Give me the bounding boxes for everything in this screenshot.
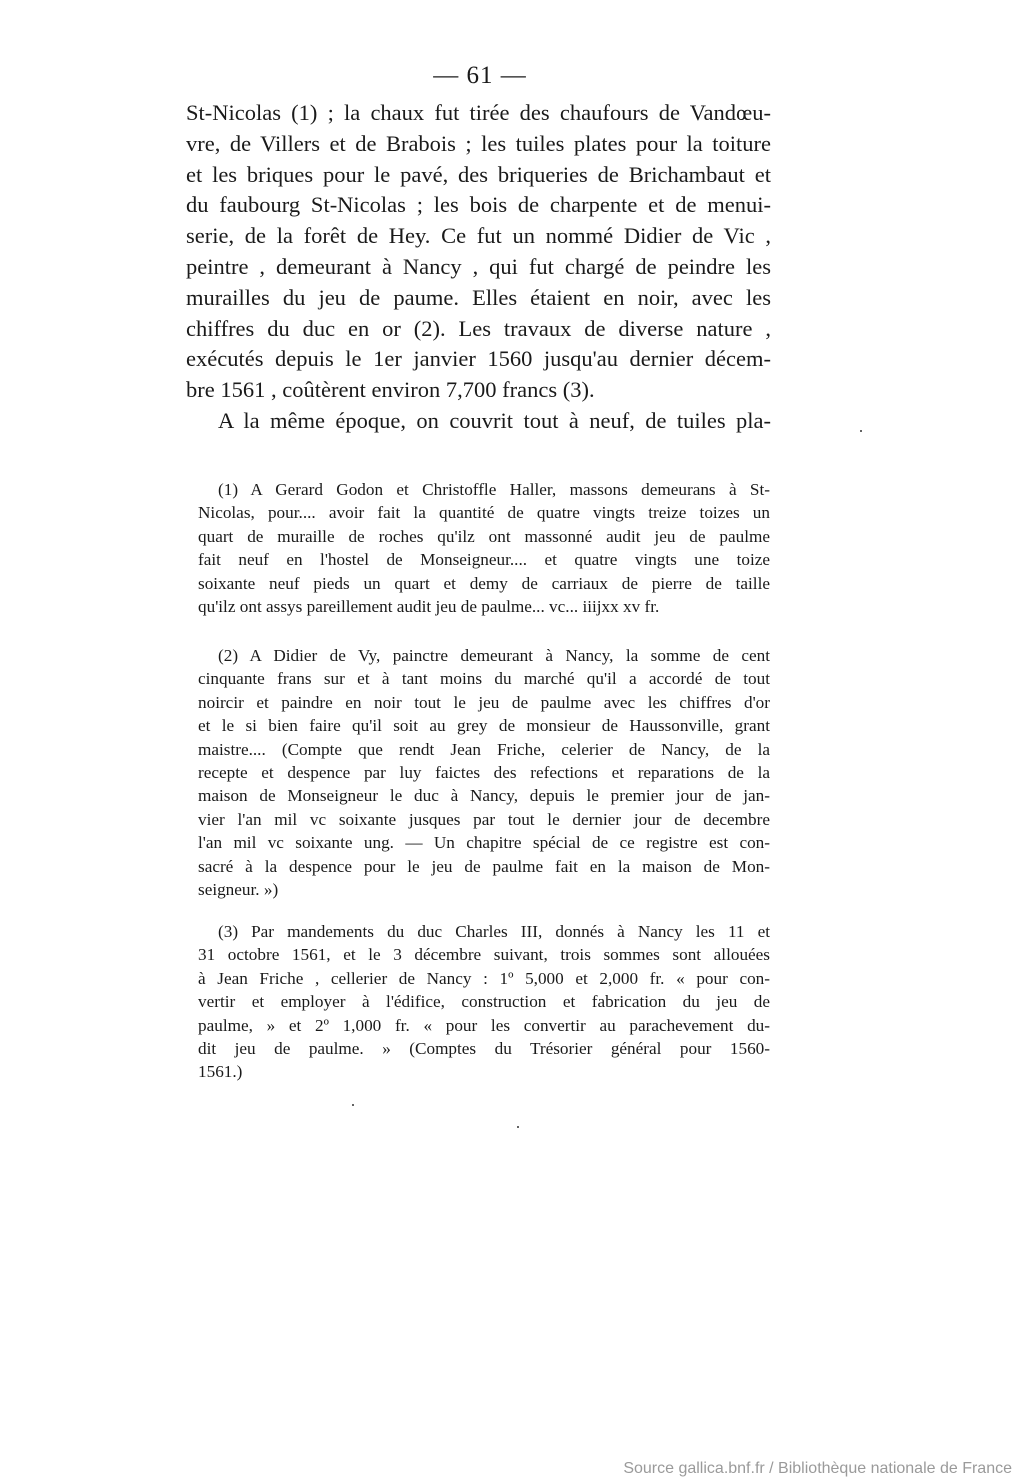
- footnote-line: soixante neuf pieds un quart et demy de carriaux de pierre de taille: [198, 573, 770, 593]
- footnote-line: quart de muraille de roches qu'ilz ont massonné audit jeu de paulme: [198, 526, 770, 546]
- footnote-line: et le si bien faire qu'il soit au grey de monsieur de Haussonville, grant: [198, 716, 770, 736]
- footnote-line: maistre.... (Compte que rendt Jean Friche, celerier de Nancy, de la: [198, 739, 770, 759]
- page-number: — 61 —: [433, 62, 527, 89]
- footnote-line: cinquante frans sur et à tant moins du marché qu'il a accordé de tout: [198, 669, 770, 689]
- text-line: chiffres du duc en or (2). Les travaux de diverse nature ,: [186, 315, 771, 341]
- text-line: exécutés depuis le 1er janvier 1560 jusqu'au dernier décem-: [186, 346, 771, 372]
- text-line: peintre , demeurant à Nancy , qui fut chargé de peindre les: [186, 253, 771, 279]
- text-line: A la même époque, on couvrit tout à neuf, de tuiles pla-: [218, 407, 771, 433]
- footnote-line: dit jeu de paulme. » (Comptes du Trésorier général pour 1560-: [198, 1038, 770, 1058]
- text-line: bre 1561 , coûtèrent environ 7,700 francs (3).: [186, 377, 595, 403]
- text-line: vre, de Villers et de Brabois ; les tuiles plates pour la toiture: [186, 130, 771, 156]
- footnote-line: (2) A Didier de Vy, painctre demeurant à Nancy, la somme de cent: [218, 646, 770, 665]
- footnote-line: 31 octobre 1561, et le 3 décembre suivant, trois sommes sont allouées: [198, 945, 770, 965]
- text-line: et les briques pour le pavé, des briqueries de Brichambaut et: [186, 161, 771, 187]
- footnote-line: 1561.): [198, 1062, 243, 1082]
- footnote-line: (3) Par mandements du duc Charles III, donnés à Nancy les 11 et: [218, 922, 770, 941]
- footnote-line: fait neuf en l'hostel de Monseigneur.... et quatre vingts une toize: [198, 550, 770, 570]
- footnote-line: à Jean Friche , cellerier de Nancy : 1º 5,000 et 2,000 fr. « pour con-: [198, 968, 770, 988]
- footnote-line: qu'ilz ont assys pareillement audit jeu de paulme... vc... iiijxx xv fr.: [198, 596, 660, 616]
- source-attribution: Source gallica.bnf.fr / Bibliothèque nationale de France: [623, 1460, 1012, 1477]
- text-line: St-Nicolas (1) ; la chaux fut tirée des chaufours de Vandœu-: [186, 100, 771, 125]
- footnote-3: [198, 920, 770, 1084]
- footnote-line: vertir et employer à l'édifice, construction et fabrication du jeu de: [198, 992, 770, 1012]
- footnote-2: [198, 644, 770, 901]
- footnote-line: noircir et paindre en noir tout le jeu de paulme avec les chiffres d'or: [198, 692, 770, 712]
- main-text-block: [186, 98, 771, 437]
- footnote-line: sacré à la despence pour le jeu de paulme fait en la maison de Mon-: [198, 856, 770, 876]
- footnote-line: recepte et despence par luy faictes des refections et reparations de la: [198, 762, 770, 782]
- footnote-line: maison de Monseigneur le duc à Nancy, depuis le premier jour de jan-: [198, 786, 770, 806]
- footnote-line: l'an mil vc soixante ung. — Un chapitre spécial de ce registre est con-: [198, 833, 770, 853]
- footnote-line: vier l'an mil vc soixante jusques par tout le dernier jour de decembre: [198, 809, 770, 829]
- footnote-line: (1) A Gerard Godon et Christoffle Haller, massons demeurans à St-: [218, 480, 770, 499]
- text-line: du faubourg St-Nicolas ; les bois de charpente et de menui-: [186, 192, 771, 218]
- ink-speck: [352, 1104, 354, 1106]
- ink-speck: [517, 1126, 519, 1128]
- text-line: serie, de la forêt de Hey. Ce fut un nommé Didier de Vic ,: [186, 223, 771, 249]
- ink-speck: [860, 430, 862, 432]
- footnote-line: seigneur. »): [198, 879, 279, 899]
- footnote-1: [198, 478, 770, 618]
- footnote-line: Nicolas, pour.... avoir fait la quantité de quatre vingts treize toizes un: [198, 503, 770, 523]
- text-line: murailles du jeu de paume. Elles étaient en noir, avec les: [186, 284, 771, 310]
- footnote-line: paulme, » et 2º 1,000 fr. « pour les convertir au parachevement du-: [198, 1015, 770, 1035]
